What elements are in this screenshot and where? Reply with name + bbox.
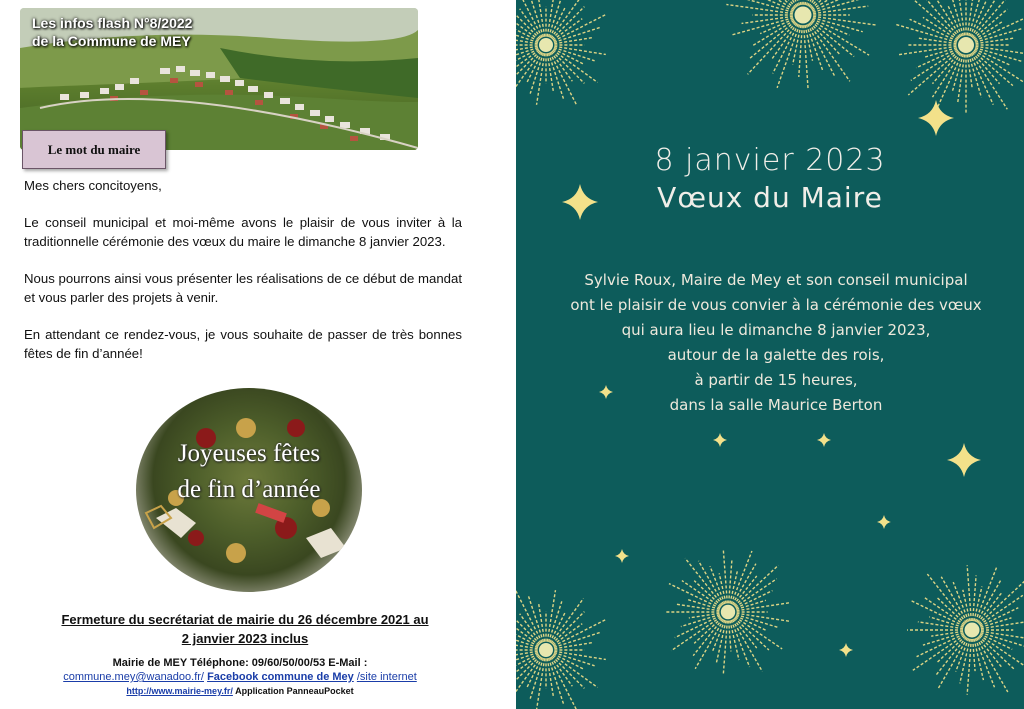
event-title: Vœux du Maire [657,181,883,214]
sparkle-star [877,515,891,529]
letter-paragraph: En attendant ce rendez-vous, je vous souhaite de passer de très bonnes fêtes de fin d’année! [24,327,462,361]
website-url-link[interactable]: http://www.mairie-mey.fr/ [126,686,233,696]
letter-paragraph: Le conseil municipal et moi-même avons le plaisir de vous inviter à la traditionnelle cérémonie des vœux du maire le dimanche 8 janvier 2023. [24,215,462,249]
village-aerial-photo [20,8,418,150]
facebook-link[interactable]: Facebook commune de Mey [207,671,354,683]
invitation-line: dans la salle Maurice Berton [669,396,883,414]
firework-burst [896,0,1024,114]
greeting-text-line2: de fin d’année [177,476,321,503]
invitation-text [516,268,1024,418]
section-label-mot-du-maire: Le mot du maire [22,130,166,169]
contact-phone-line: Mairie de MEY Téléphone: 09/60/50/00/53 E-Mail : [112,657,368,669]
sparkle-star [615,549,629,563]
sparkle-star [817,433,831,447]
sparkle-star [713,433,727,447]
panneaupocket-app-label: Application PanneauPocket [235,686,354,696]
invitation-line: qui aura lieu le dimanche 8 janvier 2023, [621,321,931,339]
site-link[interactable]: site internet [359,671,417,683]
sparkle-star [918,100,954,136]
mayor-letter [24,176,462,381]
letter-paragraph: Nous pourrons ainsi vous présenter les réalisations de ce début de mandat et vous parler des projets à venir. [24,271,462,305]
invitation-line: Sylvie Roux, Maire de Mey et son conseil municipal [584,271,968,289]
newsletter-title-line2: de la Commune de MEY [32,33,191,49]
office-closure-notice [30,610,460,648]
closure-line1: Fermeture du secrétariat de mairie du 26 décembre 2021 au [61,612,429,627]
firework-burst [516,0,606,105]
firework-burst [907,565,1024,694]
invitation-card [516,0,1024,709]
letter-greeting: Mes chers concitoyens, [24,178,162,193]
newsletter-title-line1: Les infos flash N°8/2022 [32,15,193,31]
closure-line2: 2 janvier 2023 inclus [181,631,309,646]
invitation-line: ont le plaisir de vous convier à la cérémonie des vœux [570,296,982,314]
site-separator: / [356,671,360,683]
newsletter-title [32,14,192,50]
firework-burst [516,590,606,709]
firework-burst [666,550,790,674]
town-hall-contact [20,656,460,698]
email-link[interactable]: commune.mey@wanadoo.fr/ [63,671,204,683]
sparkle-star [839,643,853,657]
invitation-line: à partir de 15 heures, [694,371,858,389]
firework-burst [726,0,877,88]
invitation-line: autour de la galette des rois, [667,346,885,364]
holiday-greeting-image [136,388,362,592]
greeting-text-line1: Joyeuses fêtes [177,440,321,467]
sparkle-star [947,443,981,477]
event-date: 8 janvier 2023 [654,143,886,178]
